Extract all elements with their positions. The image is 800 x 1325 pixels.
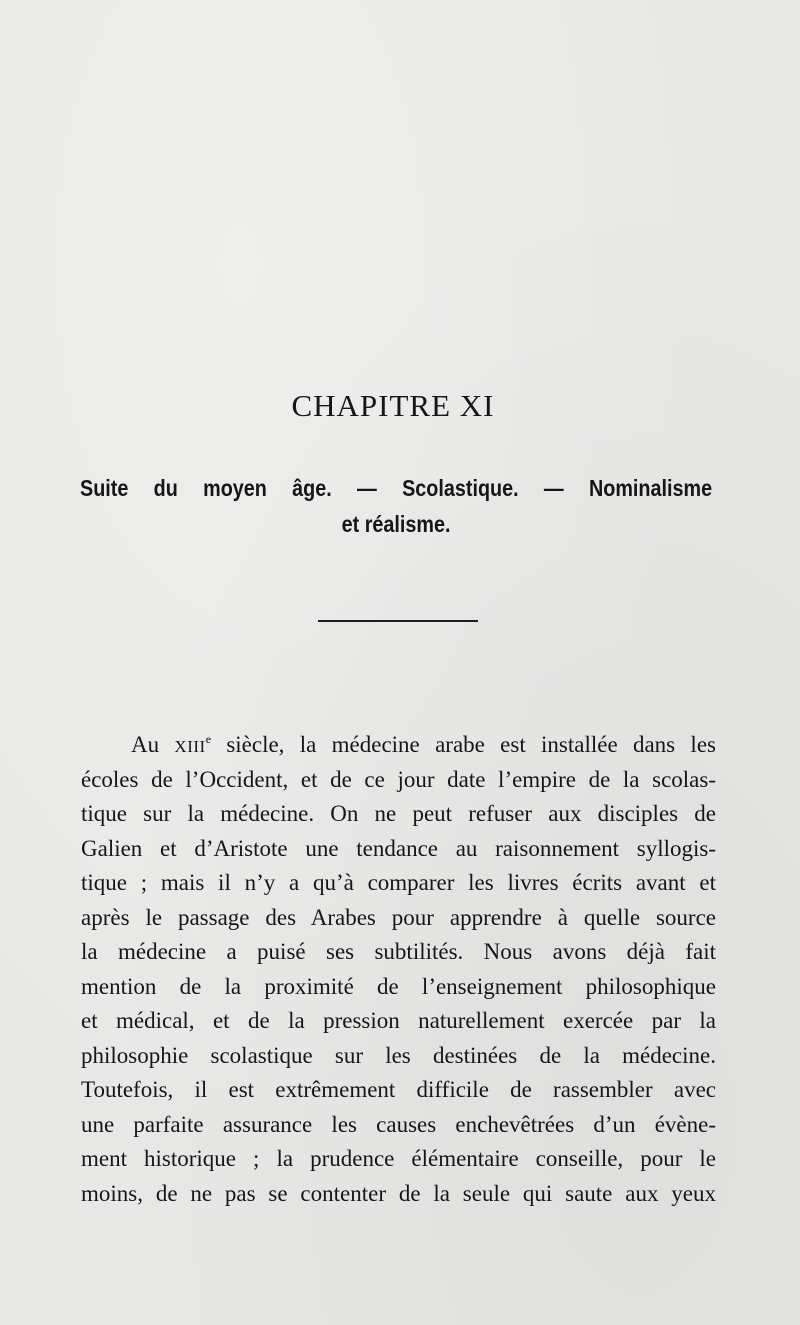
paragraph-line: mention de la proximité de l’enseignement philosophique [81, 973, 716, 999]
century-superscript: e [205, 732, 212, 746]
paragraph-line: tique ; mais il n’y a qu’à comparer les livres écrits avant et [81, 870, 716, 895]
subtitle-line-1: Suite du moyen âge. — Scolastique. — Nominalisme [80, 475, 713, 501]
paragraph-line: écoles de l’Occident, et de ce jour date l’empire de la scolas- [81, 766, 716, 792]
paragraph-line [81, 728, 716, 763]
paragraph-line: Galien et d’Aristote une tendance au raisonnement syllogis- [81, 835, 716, 861]
body-paragraph [81, 728, 716, 1211]
century-numeral: XIII [174, 737, 206, 756]
paragraph-line: moins, de ne pas se contenter de la seule qui saute aux yeux [81, 1180, 716, 1206]
paragraph-line: et médical, et de la pression naturellement exercée par la [81, 1008, 716, 1033]
chapter-title: CHAPITRE XI [291, 388, 495, 423]
paragraph-line: la médecine a puisé ses subtilités. Nous avons déjà fait [81, 939, 716, 964]
subtitle-line-2: et réalisme. [341, 511, 451, 537]
paragraph-line: tique sur la médecine. On ne peut refuser aux disciples de [81, 801, 716, 826]
paragraph-line: ment historique ; la prudence élémentaire conseille, pour le [81, 1146, 716, 1171]
paragraph-line: une parfaite assurance les causes enchevêtrées d’un évène- [81, 1111, 716, 1137]
line-prefix: Au [131, 732, 175, 757]
paragraph-line: après le passage des Arabes pour apprendre à quelle source [81, 904, 716, 930]
chapter-subtitle [80, 470, 712, 542]
paragraph-line: philosophie scolastique sur les destinées de la médecine. [81, 1042, 716, 1068]
section-divider [318, 620, 478, 622]
paragraph-line: Toutefois, il est extrêmement difficile de rassembler avec [81, 1077, 716, 1102]
line-suffix: siècle, la médecine arabe est installée dans les [211, 732, 716, 757]
